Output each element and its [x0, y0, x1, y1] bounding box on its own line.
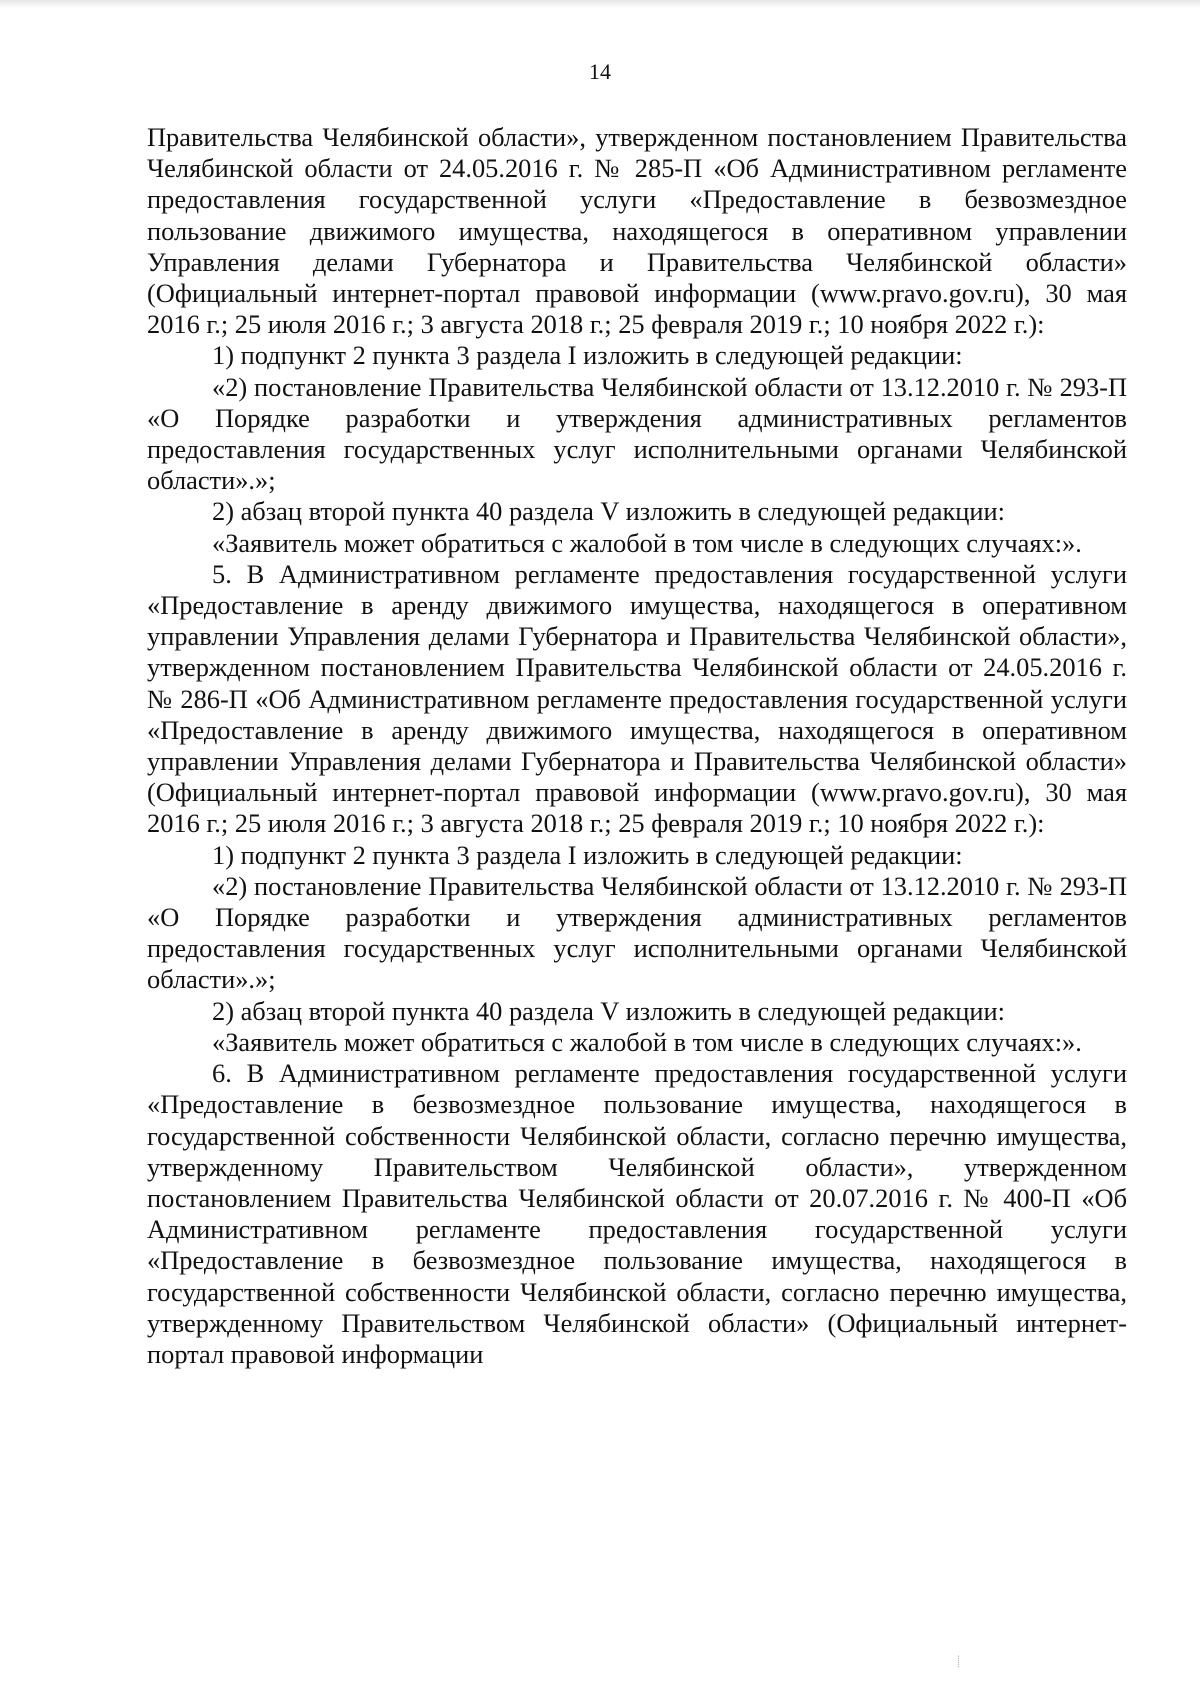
paragraph: 5. В Административном регламенте предоставления государственной услуги «Предоставление в аренду движимого имущества, находящегося в оперативном управлении Управления делами Губернатора и Правительства Челябинской области», утвержденном постановлением Правительства Челябинской области от 24.05.2016 г. № 286-П «Об Административном регламенте предоставления государственной услуги «Предоставление в аренду движимого имущества, находящегося в оперативном управлении Управления делами Губернатора и Правительства Челябинской области» (Официальный интернет-портал правовой информации (www.pravo.gov.ru), 30 мая 2016 г.; 25 июля 2016 г.; 3 августа 2018 г.; 25 февраля 2019 г.; 10 ноября 2022 г.):: [147, 558, 1127, 839]
paragraph: «Заявитель может обратиться с жалобой в том числе в следующих случаях:».: [212, 1026, 1082, 1057]
paragraph: «2) постановление Правительства Челябинской области от 13.12.2010 г. № 293-П «О Порядке разработки и утверждения административных регламентов предоставления государственных услуг исполнительными органами Челябинской области».»;: [147, 371, 1127, 496]
paragraph: 2) абзац второй пункта 40 раздела V изложить в следующей редакции:: [212, 995, 1006, 1026]
paragraph: 1) подпункт 2 пункта 3 раздела I изложить в следующей редакции:: [212, 839, 963, 870]
document-body: [147, 122, 1127, 1370]
page-number: 14: [589, 59, 611, 84]
paragraph: 2) абзац второй пункта 40 раздела V изложить в следующей редакции:: [212, 496, 1006, 527]
scan-artifact-mark: ⸽: [957, 1656, 960, 1668]
paragraph: Правительства Челябинской области», утвержденном постановлением Правительства Челябинской области от 24.05.2016 г. № 285-П «Об Административном регламенте предоставления государственной услуги «Предоставление в безвозмездное пользование движимого имущества, находящегося в оперативном управлении Управления делами Губернатора и Правительства Челябинской области» (Официальный интернет-портал правовой информации (www.pravo.gov.ru), 30 мая 2016 г.; 25 июля 2016 г.; 3 августа 2018 г.; 25 февраля 2019 г.; 10 ноября 2022 г.):: [147, 122, 1127, 340]
paragraph: «Заявитель может обратиться с жалобой в том числе в следующих случаях:».: [212, 527, 1082, 558]
paragraph: 6. В Административном регламенте предоставления государственной услуги «Предоставление в безвозмездное пользование имущества, находящегося в государственной собственности Челябинской области, согласно перечню имущества, утвержденному Правительством Челябинской области», утвержденном постановлением Правительства Челябинской области от 20.07.2016 г. № 400-П «Об Административном регламенте предоставления государственной услуги «Предоставление в безвозмездное пользование имущества, находящегося в государственной собственности Челябинской области, согласно перечню имущества, утвержденному Правительством Челябинской области» (Официальный интернет-портал правовой информации: [147, 1058, 1127, 1369]
paragraph: «2) постановление Правительства Челябинской области от 13.12.2010 г. № 293-П «О Порядке разработки и утверждения административных регламентов предоставления государственных услуг исполнительными органами Челябинской области».»;: [147, 870, 1127, 995]
paragraph: 1) подпункт 2 пункта 3 раздела I изложить в следующей редакции:: [212, 340, 963, 371]
scan-edge-shadow: [0, 0, 1200, 8]
